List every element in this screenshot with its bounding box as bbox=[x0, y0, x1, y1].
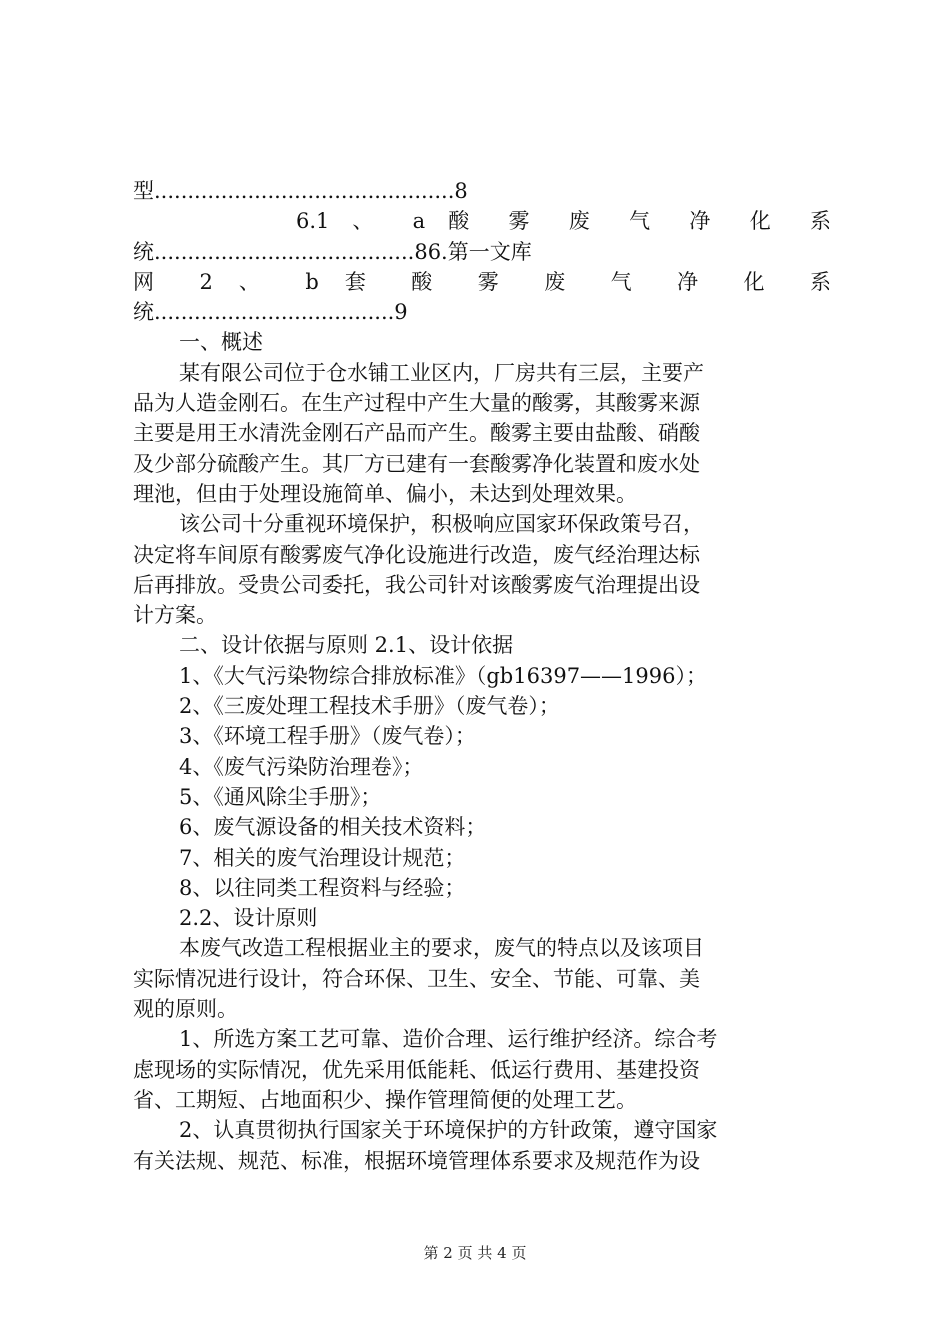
paragraph-line: 某有限公司位于仓水铺工业区内，厂房共有三层，主要产 bbox=[179, 360, 704, 385]
design-basis-list bbox=[133, 661, 831, 903]
paragraph-line: 后再排放。受贵公司委托，我公司针对该酸雾废气治理提出设 bbox=[133, 572, 700, 597]
paragraph-line: 省、工期短、占地面积少、操作管理简便的处理工艺。 bbox=[133, 1087, 637, 1112]
list-item: 6、废气源设备的相关技术资料； bbox=[179, 815, 487, 840]
page-footer: 第 2 页 共 4 页 bbox=[423, 1244, 527, 1262]
paragraph-line: 有关法规、规范、标准，根据环境管理体系要求及规范作为设 bbox=[133, 1148, 700, 1173]
paragraph-principle-2 bbox=[133, 1115, 831, 1176]
toc-line-1: 型.............................................8 bbox=[133, 179, 468, 203]
paragraph-line: 及少部分硫酸产生。其厂方已建有一套酸雾净化装置和废水处 bbox=[133, 451, 700, 476]
paragraph-line: 观的原则。 bbox=[133, 997, 238, 1022]
toc-line-5: 统....................................9 bbox=[133, 300, 408, 325]
section-heading-design-basis: 二、设计依据与原则 2.1、设计依据 bbox=[179, 633, 514, 658]
list-item: 3、《环境工程手册》（废气卷）； bbox=[179, 724, 476, 749]
paragraph-line: 理池，但由于处理设施简单、偏小，未达到处理效果。 bbox=[133, 481, 637, 506]
paragraph-overview bbox=[133, 358, 831, 509]
document-body bbox=[133, 176, 831, 1176]
paragraph-line: 实际情况进行设计，符合环保、卫生、安全、节能、可靠、美 bbox=[133, 966, 700, 991]
list-item: 8、以往同类工程资料与经验； bbox=[179, 875, 466, 900]
paragraph-principles bbox=[133, 933, 831, 1024]
toc-line-2: 6.1 、 a 酸 雾 废 气 净 化 系 bbox=[296, 209, 831, 234]
toc-line-3: 统.......................................86.第一文库 bbox=[133, 239, 532, 264]
paragraph-company bbox=[133, 509, 831, 630]
list-item: 5、《通风除尘手册》； bbox=[179, 784, 382, 809]
list-item: 7、相关的废气治理设计规范； bbox=[179, 845, 466, 870]
paragraph-line: 决定将车间原有酸雾废气净化设施进行改造，废气经治理达标 bbox=[133, 542, 700, 567]
paragraph-line: 主要是用王水清洗金刚石产品而产生。酸雾主要由盐酸、硝酸 bbox=[133, 421, 700, 446]
paragraph-line: 计方案。 bbox=[133, 603, 217, 628]
paragraph-line: 2、认真贯彻执行国家关于环境保护的方针政策，遵守国家 bbox=[179, 1118, 718, 1143]
section-heading-overview: 一、概述 bbox=[179, 330, 263, 355]
list-item: 1、《大气污染物综合排放标准》（gb16397——1996）； bbox=[179, 663, 707, 688]
paragraph-line: 1、所选方案工艺可靠、造价合理、运行维护经济。综合考 bbox=[179, 1027, 718, 1052]
paragraph-line: 品为人造金刚石。在生产过程中产生大量的酸雾，其酸雾来源 bbox=[133, 391, 700, 416]
toc-line-4: 网 2 、 b 套 酸 雾 废 气 净 化 系 bbox=[133, 269, 831, 294]
list-item: 4、《废气污染防治理卷》； bbox=[179, 754, 424, 779]
paragraph-principle-1 bbox=[133, 1024, 831, 1115]
paragraph-line: 虑现场的实际情况，优先采用低能耗、低运行费用、基建投资 bbox=[133, 1057, 700, 1082]
section-heading-design-principles: 2.2、设计原则 bbox=[179, 906, 318, 931]
paragraph-line: 本废气改造工程根据业主的要求，废气的特点以及该项目 bbox=[179, 936, 704, 961]
paragraph-line: 该公司十分重视环境保护，积极响应国家环保政策号召， bbox=[179, 512, 704, 537]
list-item: 2、《三废处理工程技术手册》（废气卷）； bbox=[179, 694, 560, 719]
